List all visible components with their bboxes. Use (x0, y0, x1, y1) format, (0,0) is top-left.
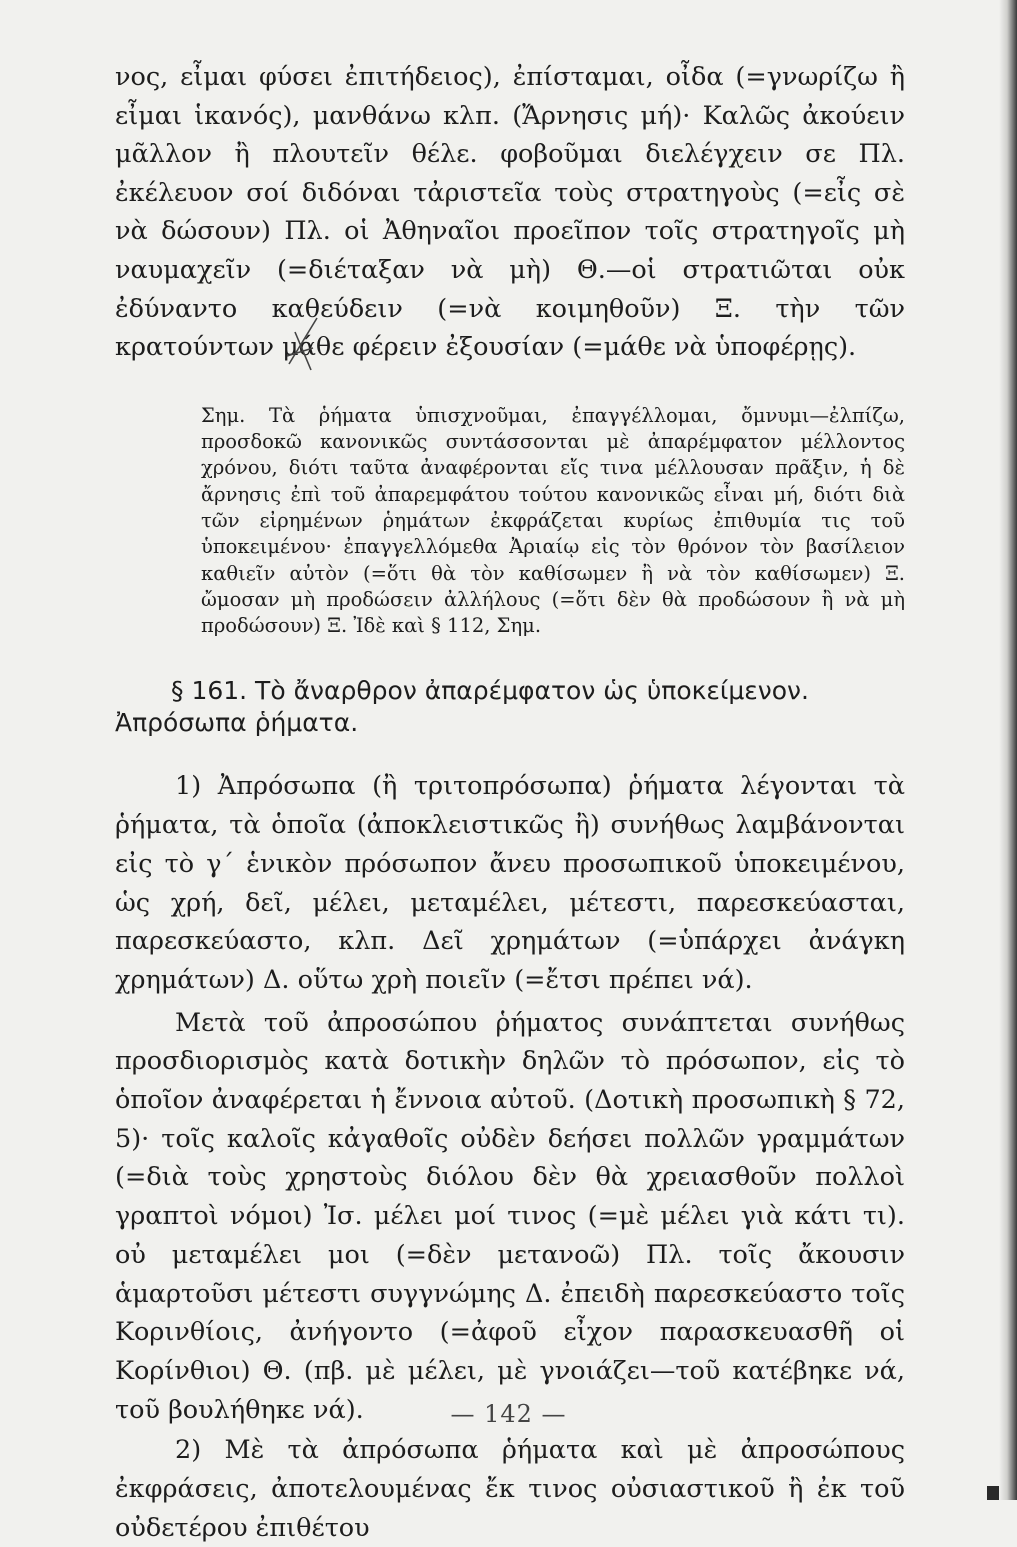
top-section (115, 58, 905, 367)
section-heading-line1: § 161. Τὸ ἄναρθρον ἀπαρέμφατον ὡς ὑποκείμενον. (171, 676, 809, 706)
note-section (115, 403, 905, 640)
body-section (115, 767, 905, 1547)
paragraph-3: 2) Μὲ τὰ ἀπρόσωπα ῥήματα καὶ μὲ ἀπροσώπους ἐκφράσεις, ἀποτελουμένας ἔκ τινος οὐσιαστικοῦ ἢ ἐκ τοῦ οὐδετέρου ἐπιθέτου (115, 1435, 905, 1543)
paragraph-1: 1) Ἀπρόσωπα (ἢ τριτοπρόσωπα) ῥήματα λέγονται τὰ ῥήματα, τὰ ὁποῖα (ἀποκλειστικῶς ἢ) συνήθως λαμβάνονται εἰς τὸ γ΄ ἑνικὸν πρόσωπον ἄνευ προσωπικοῦ ὑποκειμένου, ὡς χρή, δεῖ, μέλει, μεταμέλει, μέτεστι, παρεσκεύασται, παρεσκεύαστο, κλπ. Δεῖ χρημάτων (=ὑπάρχει ἀνάγκη χρημάτων) Δ. οὕτω χρὴ ποιεῖν (=ἔτσι πρέπει νά). (115, 771, 905, 995)
note-text: Σημ. Τὰ ῥήματα ὑπισχνοῦμαι, ἐπαγγέλλομαι, ὄμνυμι—ἐλπίζω, προσδοκῶ κανονικῶς συντάσσονται μὲ ἀπαρέμφατον μέλλοντος χρόνου, διότι ταῦτα ἀναφέρονται εἴς τινα μέλλουσαν πρᾶξιν, ἡ δὲ ἄρνησις ἐπὶ τοῦ ἀπαρεμφάτου τούτου κανονικῶς εἶναι μή, διότι διὰ τῶν εἰρημένων ῥημάτων ἐκφράζεται κυρίως ἐπιθυμία τις τοῦ ὑποκειμένου· ἐπαγγελλόμεθα Ἀριαίῳ εἰς τὸν θρόνον τὸν βασίλειον καθιεῖν αὐτὸν (=ὅτι θὰ τὸν καθίσωμεν ἢ νὰ τὸν καθίσωμεν) Ξ. ὤμοσαν μὴ προδώσειν ἀλλήλους (=ὅτι δὲν θὰ προδώσουν ἢ νὰ μὴ προδώσουν) Ξ. Ἰδὲ καὶ § 112, Σημ. (201, 403, 905, 638)
page-content (115, 58, 905, 1547)
page-number: — 142 — (450, 1400, 567, 1428)
pencil-mark-icon (283, 312, 325, 374)
paragraph-2: Μετὰ τοῦ ἀπροσώπου ῥήματος συνάπτεται συνήθως προσδιορισμὸς κατὰ δοτικὴν δηλῶν τὸ πρόσωπον, εἰς τὸ ὁποῖον ἀναφέρεται ἡ ἔννοια αὐτοῦ. (Δοτικὴ προσωπικὴ § 72, 5)· τοῖς καλοῖς κἀγαθοῖς οὐδὲν δεήσει πολλῶν γραμμάτων (=διὰ τοὺς χρηστοὺς διόλου δὲν θὰ χρειασθοῦν πολλοὶ γραπτοὶ νόμοι) Ἰσ. μέλει μοί τινος (=μὲ μέλει γιὰ κάτι τι). οὐ μεταμέλει μοι (=δὲν μετανοῶ) Πλ. τοῖς ἄκουσιν ἁμαρτοῦσι μέτεστι συγγνώμης Δ. ἐπειδὴ παρεσκεύαστο τοῖς Κορινθίοις, ἀνήγοντο (=ἀφοῦ εἶχον παρασκευασθῆ οἱ Κορίνθιοι) Θ. (πβ. μὲ μέλει, μὲ γνοιάζει—τοῦ κατέβηκε νά, τοῦ βουλήθηκε νά). (115, 1007, 905, 1425)
top-paragraph: νος, εἶμαι φύσει ἐπιτήδειος), ἐπίσταμαι, οἶδα (=γνωρίζω ἢ εἶμαι ἱκανός), μανθάνω κλπ. (Ἄρνησις μή)· Καλῶς ἀκούειν μᾶλλον ἢ πλουτεῖν θέλε. φοβοῦμαι διελέγχειν σε Πλ. ἐκέλευον σοί διδόναι τἀριστεῖα τοὺς στρατηγοὺς (=εἶς σὲ νὰ δώσουν) Πλ. οἱ Ἀθηναῖοι προεῖπον τοῖς στρατηγοῖς μὴ ναυμαχεῖν (=διέταξαν νὰ μὴ) Θ.—οἱ στρατιῶται οὐκ ἐδύναντο καθεύδειν (=νὰ κοιμηθοῦν) Ξ. τὴν τῶν κρατούντων μάθε φέρειν ἐξουσίαν (=μάθε νὰ ὑποφέρῃς). (115, 62, 905, 363)
section-heading-line2: Ἀπρόσωπα ῥήματα. (115, 708, 359, 738)
page-edge-shadow (999, 0, 1017, 1500)
section-heading (115, 675, 905, 739)
scan-corner-mark (987, 1486, 999, 1500)
